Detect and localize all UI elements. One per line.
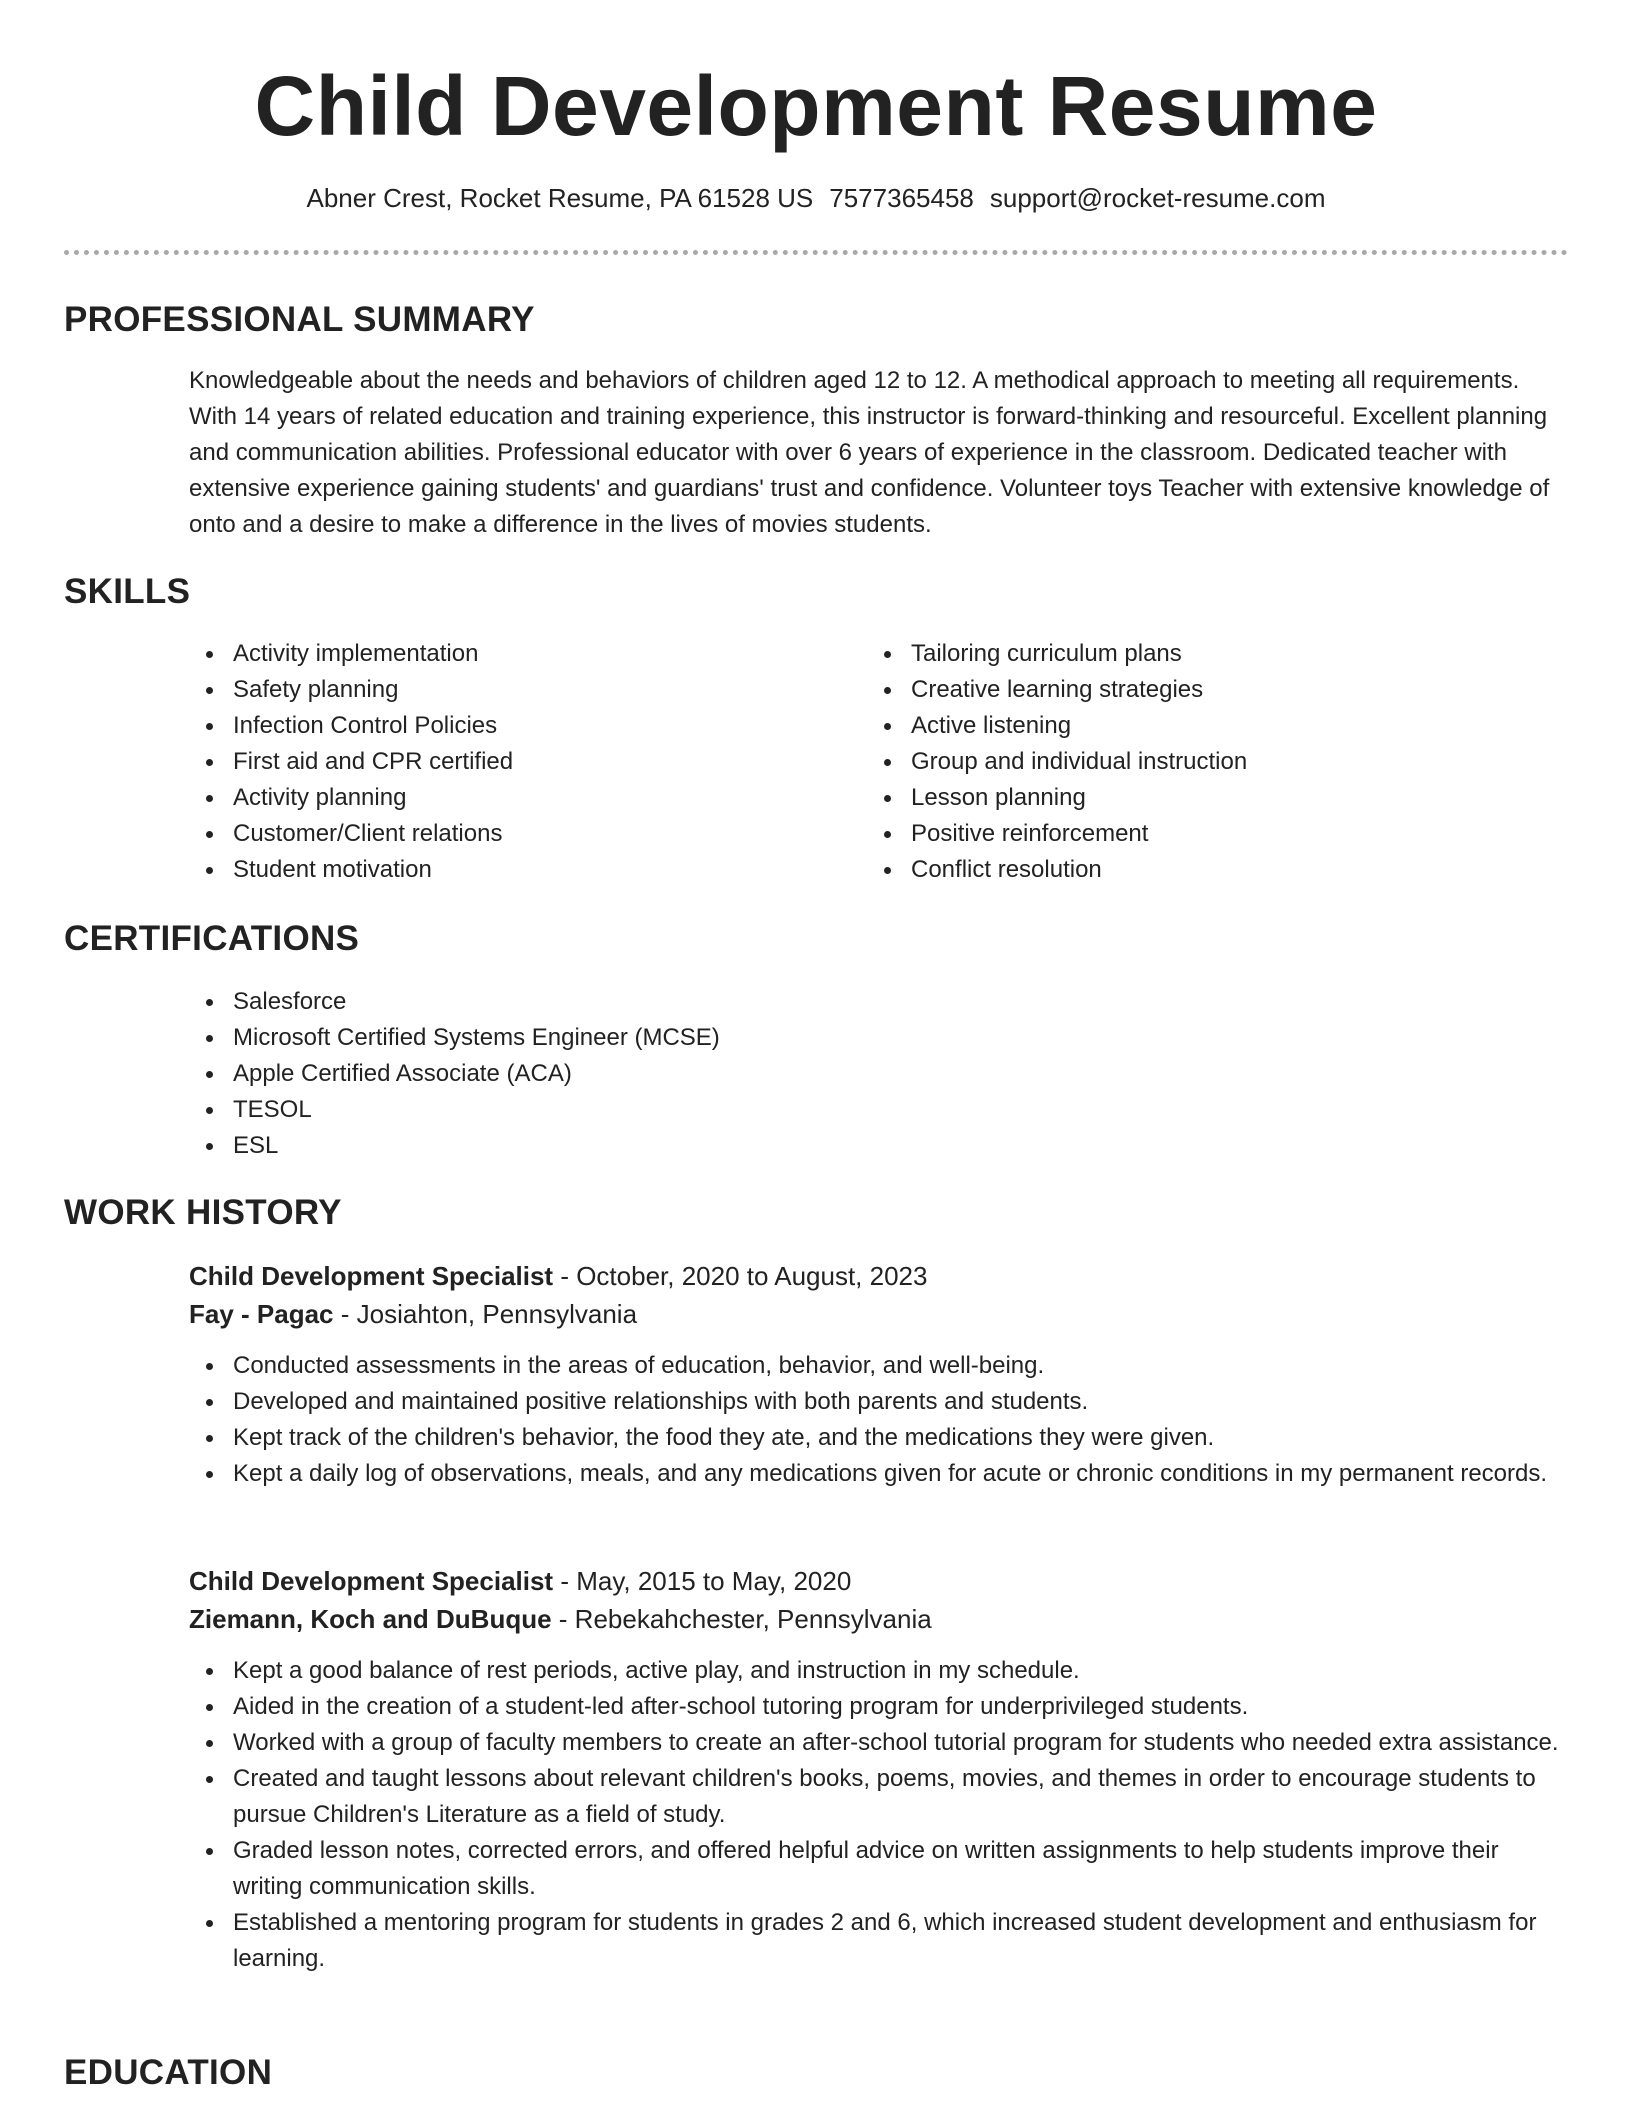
skill-item: Tailoring curriculum plans	[867, 636, 1507, 672]
skill-item: Infection Control Policies	[189, 708, 829, 744]
certification-item: TESOL	[189, 1092, 1189, 1128]
job-duty-item: Created and taught lessons about relevant children's books, poems, movies, and themes in order to encourage students to pursue Children's Literature as a field of study.	[189, 1761, 1564, 1833]
skill-item: Positive reinforcement	[867, 816, 1507, 852]
job-duty-item: Kept a good balance of rest periods, active play, and instruction in my schedule.	[189, 1653, 1564, 1689]
job-duty-item: Graded lesson notes, corrected errors, and offered helpful advice on written assignments to help students improve their writing communication skills.	[189, 1833, 1564, 1905]
job-duty-item: Aided in the creation of a student-led after-school tutoring program for underprivileged students.	[189, 1689, 1564, 1725]
skill-item: Safety planning	[189, 672, 829, 708]
job-company-line	[189, 1295, 1564, 1333]
skill-item: Active listening	[867, 708, 1507, 744]
job-duty-item: Developed and maintained positive relationships with both parents and students.	[189, 1384, 1564, 1420]
skills-column-right	[867, 636, 1507, 888]
summary-text: Knowledgeable about the needs and behaviors of children aged 12 to 12. A methodical approach to meeting all requirements. With 14 years of related education and training experience, this instructor is forward-thinking and resourceful. Excellent planning and communication abilities. Professional educator with over 6 years of experience in the classroom. Dedicated teacher with extensive experience gaining students' and guardians' trust and confidence. Volunteer toys Teacher with extensive knowledge of onto and a desire to make a difference in the lives of movies students.	[189, 367, 1550, 538]
job-duty-item: Kept a daily log of observations, meals, and any medications given for acute or chronic conditions in my permanent records.	[189, 1456, 1564, 1492]
job-title-line	[189, 1257, 1564, 1295]
resume-title: Child Development Resume	[254, 59, 1378, 153]
certifications-heading: CERTIFICATIONS	[64, 919, 360, 958]
summary-heading: PROFESSIONAL SUMMARY	[64, 300, 535, 339]
skill-item: Activity implementation	[189, 636, 829, 672]
skill-item: Student motivation	[189, 852, 829, 888]
job-location: - Josiahton, Pennsylvania	[333, 1299, 638, 1329]
contact-line	[0, 178, 1632, 218]
skill-item: First aid and CPR certified	[189, 744, 829, 780]
job-title: Child Development Specialist	[189, 1566, 554, 1596]
job-duty-item: Conducted assessments in the areas of education, behavior, and well-being.	[189, 1348, 1564, 1384]
job-title: Child Development Specialist	[189, 1261, 554, 1291]
certifications-list	[189, 984, 1189, 1164]
contact-address: Abner Crest, Rocket Resume, PA 61528 US	[306, 183, 814, 213]
certification-item: Microsoft Certified Systems Engineer (MCSE)	[189, 1020, 1189, 1056]
skill-item: Activity planning	[189, 780, 829, 816]
skill-item: Lesson planning	[867, 780, 1507, 816]
certification-item: Apple Certified Associate (ACA)	[189, 1056, 1189, 1092]
job-duty-item: Kept track of the children's behavior, the food they ate, and the medications they were given.	[189, 1420, 1564, 1456]
skill-item: Customer/Client relations	[189, 816, 829, 852]
education-heading: EDUCATION	[64, 2053, 273, 2092]
job-company: Ziemann, Koch and DuBuque	[189, 1604, 552, 1634]
job-entry	[189, 1257, 1564, 1492]
skills-list-right	[867, 636, 1507, 888]
job-company-line	[189, 1600, 1564, 1638]
skills-heading: SKILLS	[64, 572, 191, 611]
job-location: - Rebekahchester, Pennsylvania	[551, 1604, 932, 1634]
contact-phone: 7577365458	[829, 183, 974, 213]
header-divider	[64, 250, 1568, 255]
skills-column-left	[189, 636, 829, 888]
contact-email: support@rocket-resume.com	[989, 183, 1326, 213]
job-dates: - October, 2020 to August, 2023	[553, 1261, 928, 1291]
work-history-heading: WORK HISTORY	[64, 1193, 342, 1232]
certifications-block	[189, 984, 1189, 1164]
job-duties-list	[189, 1348, 1564, 1492]
skills-list-left	[189, 636, 829, 888]
job-company: Fay - Pagac	[189, 1299, 334, 1329]
certification-item: ESL	[189, 1128, 1189, 1164]
certification-item: Salesforce	[189, 984, 1189, 1020]
job-duties-list	[189, 1653, 1564, 1977]
job-duty-item: Worked with a group of faculty members to create an after-school tutorial program for students who needed extra assistance.	[189, 1725, 1564, 1761]
skill-item: Group and individual instruction	[867, 744, 1507, 780]
job-dates: - May, 2015 to May, 2020	[553, 1566, 852, 1596]
job-title-line	[189, 1562, 1564, 1600]
job-entry	[189, 1562, 1564, 1977]
job-duty-item: Established a mentoring program for students in grades 2 and 6, which increased student development and enthusiasm for learning.	[189, 1905, 1564, 1977]
skill-item: Conflict resolution	[867, 852, 1507, 888]
skill-item: Creative learning strategies	[867, 672, 1507, 708]
